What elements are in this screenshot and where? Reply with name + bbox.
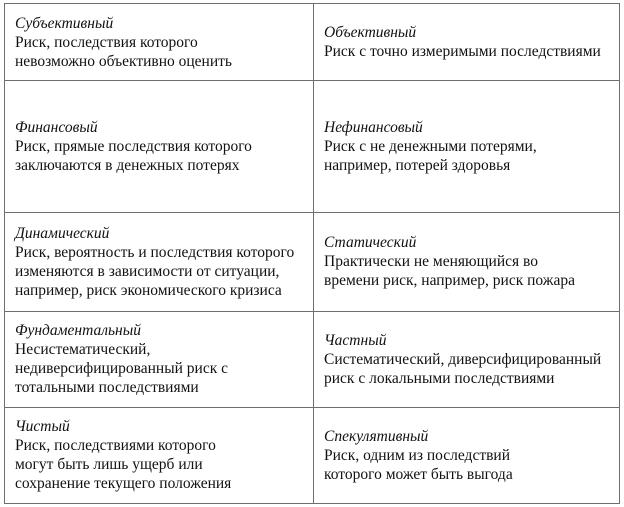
risk-term: Чистый <box>15 418 70 436</box>
risk-term: Частный <box>324 331 387 349</box>
table-cell-particular <box>314 311 620 407</box>
risk-description: Риск с не денежными потерями, например, потерей здоровья <box>324 138 537 175</box>
table-cell-financial <box>5 81 314 213</box>
risk-description: Риск, вероятность и последствия которого изменяются в зависимости от ситуации, например, риск экономического кризиса <box>15 243 295 299</box>
table-cell-dynamic <box>5 213 314 311</box>
risk-term: Фундаментальный <box>15 322 141 340</box>
risk-term: Нефинансовый <box>324 119 423 137</box>
risk-description: Риск с точно измеримыми последствиями <box>324 43 601 61</box>
risk-description: Риск, прямые последствия которого заключаются в денежных потерях <box>15 138 252 175</box>
risk-description: Риск, последствиями которого могут быть лишь ущерб или сохранение текущего положения <box>15 437 232 493</box>
table-cell-speculative <box>314 407 620 503</box>
risk-description: Систематический, диверсифицированный риск с локальными последствиями <box>324 350 602 387</box>
risk-types-table <box>4 3 620 504</box>
table-cell-static <box>314 213 620 311</box>
risk-description: Несистематический, недиверсифицированный риск с тотальными последствиями <box>15 341 228 397</box>
table-row <box>5 4 620 81</box>
risk-term: Динамический <box>15 224 110 242</box>
risk-term: Статический <box>324 234 417 252</box>
table-row <box>5 81 620 213</box>
risk-description: Риск, последствия которого невозможно объективно оценить <box>15 33 232 70</box>
table-cell-fundamental <box>5 311 314 407</box>
risk-description: Практически не меняющийся во времени риск, например, риск пожара <box>324 253 576 290</box>
risk-term: Субъективный <box>15 14 114 32</box>
risk-term: Объективный <box>324 24 417 42</box>
table-cell-pure <box>5 407 314 503</box>
table-row <box>5 311 620 407</box>
table-row <box>5 407 620 503</box>
table-cell-non-financial <box>314 81 620 213</box>
table-cell-objective <box>314 4 620 81</box>
table-cell-subjective <box>5 4 314 81</box>
table-row <box>5 213 620 311</box>
risk-term: Спекулятивный <box>324 427 429 445</box>
risk-description: Риск, одним из последствий которого может быть выгода <box>324 446 513 483</box>
risk-term: Финансовый <box>15 119 98 137</box>
